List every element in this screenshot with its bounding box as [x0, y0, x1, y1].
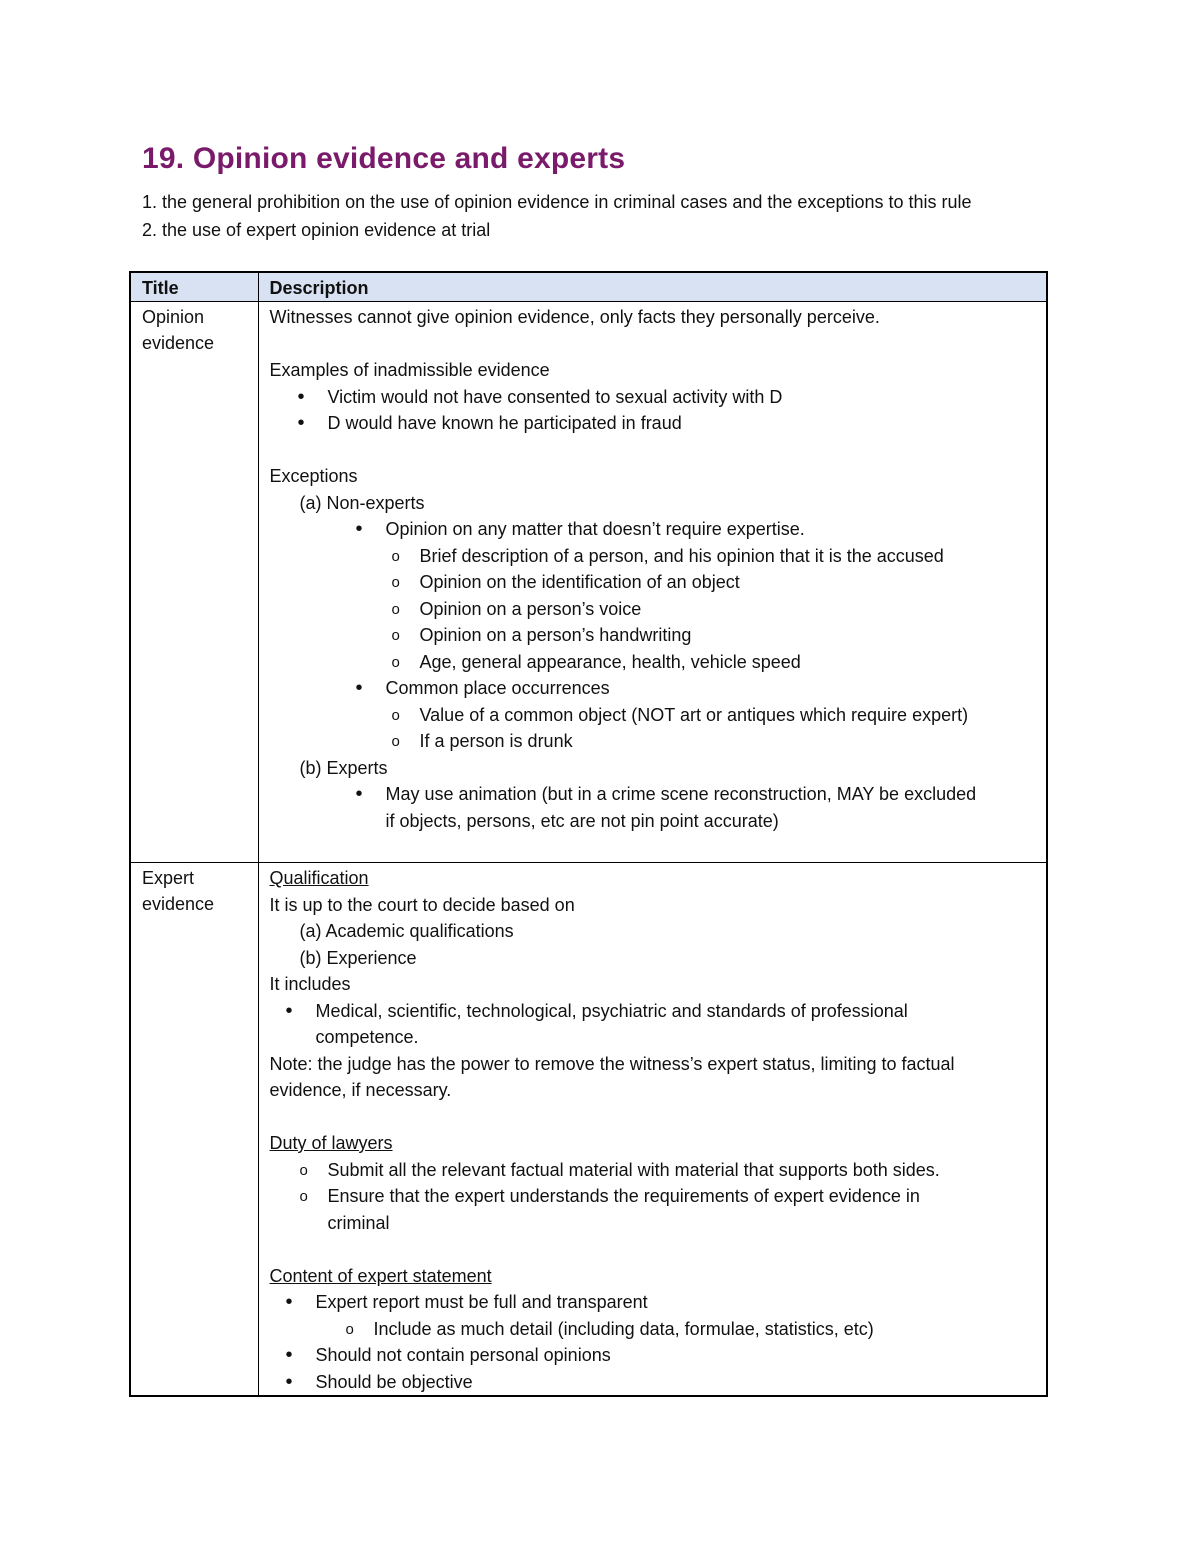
text-line: (a) Non-experts [299, 492, 425, 513]
list-item: • Should not contain personal opinions [270, 1342, 1037, 1369]
text-line: (b) Experts [299, 757, 388, 778]
list-item: o Age, general appearance, health, vehicle speed [270, 649, 1037, 676]
text-line: (b) Experience [299, 947, 417, 968]
page-title: 19. Opinion evidence and experts [142, 142, 626, 175]
list-item-continuation: competence. [315, 1027, 419, 1047]
text-line: (a) Academic qualifications [299, 921, 514, 941]
text-line: evidence, if necessary. [269, 1080, 452, 1100]
intro-item-1: 1. the general prohibition on the use of opinion evidence in criminal cases and the exceptions to this rule [142, 192, 972, 212]
list-item: o If a person is drunk [270, 728, 1037, 755]
list-item: o Include as much detail (including data, formulae, statistics, etc) [270, 1316, 1037, 1343]
list-item: • May use animation (but in a crime scene reconstruction, MAY be excluded [270, 781, 1037, 808]
list-item: o Opinion on a person’s voice [270, 596, 1037, 623]
section-heading-duty-of-lawyers: Duty of lawyers [269, 1133, 393, 1153]
list-item: • Medical, scientific, technological, psychiatric and standards of professional [270, 998, 1037, 1025]
text-line: Exceptions [269, 466, 358, 486]
column-header-description: Description [258, 272, 1047, 302]
list-item-continuation: criminal [327, 1212, 390, 1233]
list-item: o Opinion on a person’s handwriting [270, 622, 1037, 649]
notes-table [129, 271, 1048, 1397]
text-line: It includes [269, 974, 351, 994]
text-line: Note: the judge has the power to remove the witness’s expert status, limiting to factual [269, 1053, 955, 1074]
list-item: o Ensure that the expert understands the requirements of expert evidence in [270, 1183, 1037, 1210]
row-description-opinion-evidence [258, 302, 1047, 863]
list-item: • Victim would not have consented to sexual activity with D [270, 384, 1037, 411]
list-item-continuation: if objects, persons, etc are not pin point accurate) [385, 810, 779, 831]
intro-list [142, 188, 972, 244]
text-line: Examples of inadmissible evidence [269, 360, 550, 380]
column-header-title: Title [130, 272, 258, 302]
list-item: • Common place occurrences [270, 675, 1037, 702]
section-heading-qualification: Qualification [269, 868, 369, 888]
list-item: o Opinion on the identification of an object [270, 569, 1037, 596]
list-item: • Opinion on any matter that doesn’t require expertise. [270, 516, 1037, 543]
text-line: Witnesses cannot give opinion evidence, only facts they personally perceive. [269, 307, 880, 327]
list-item: • D would have known he participated in fraud [270, 410, 1037, 437]
list-item: o Brief description of a person, and his opinion that it is the accused [270, 543, 1037, 570]
list-item: o Submit all the relevant factual material with material that supports both sides. [270, 1157, 1037, 1184]
text-line: It is up to the court to decide based on [269, 894, 575, 915]
table-header-row [130, 272, 1047, 302]
intro-item-2: 2. the use of expert opinion evidence at trial [142, 220, 491, 240]
table-row [130, 863, 1047, 1397]
list-item: o Value of a common object (NOT art or antiques which require expert) [270, 702, 1037, 729]
list-item: • Expert report must be full and transparent [270, 1289, 1037, 1316]
row-title-expert-evidence: Expert evidence [130, 863, 258, 1397]
row-title-opinion-evidence: Opinion evidence [130, 302, 258, 863]
section-heading-content-of-expert-statement: Content of expert statement [269, 1265, 492, 1286]
list-item: • Should be objective [270, 1369, 1037, 1396]
row-description-expert-evidence [258, 863, 1047, 1397]
table-row [130, 302, 1047, 863]
